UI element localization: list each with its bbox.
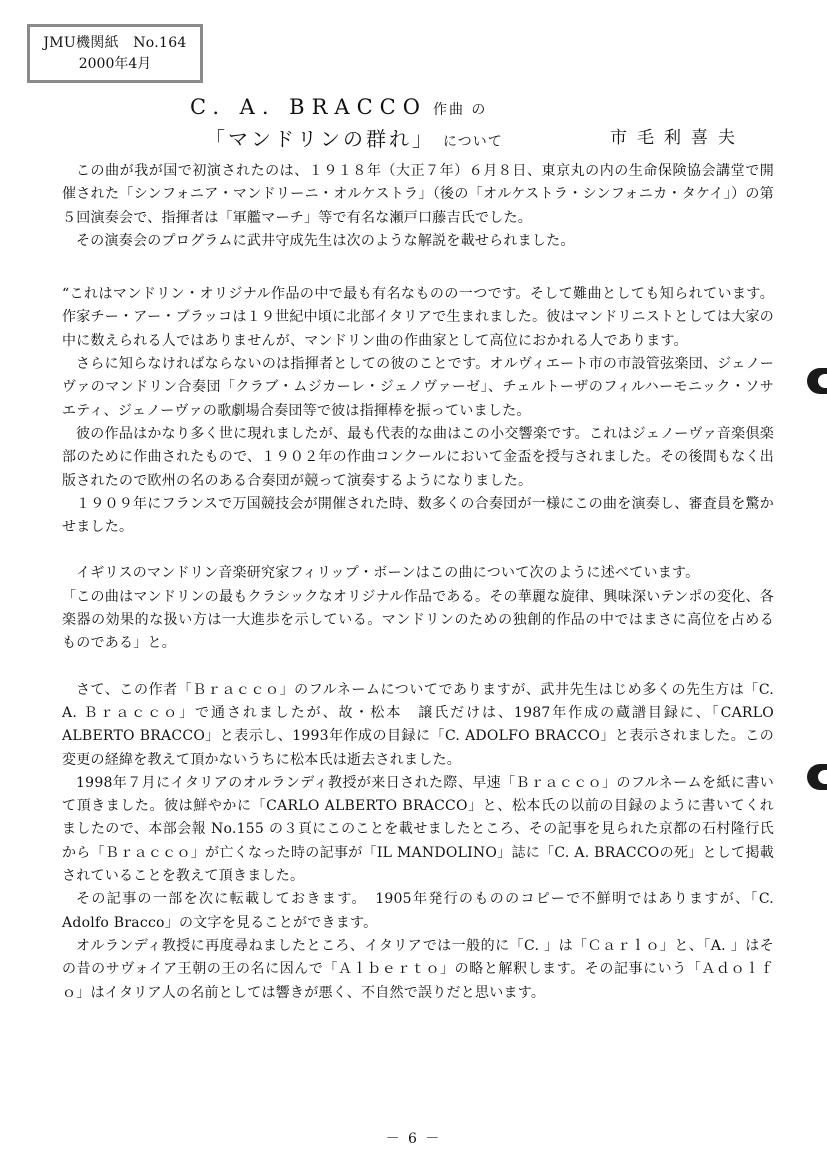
composer-name: C. A. BRACCO — [190, 95, 427, 119]
paragraph: 彼の作品はかなり多く世に現れましたが、最も代表的な曲はこの小交響楽です。これはジェノーヴァ音楽倶楽部のために作曲されたもので、１９０２年の作曲コンクールにおいて金盃を授与されました。その後間もなく出版されたので欧州の名のある合奏団が競って演奏するようになりました。 — [62, 425, 774, 489]
paragraph: その記事の一部を次に転載しておきます。 1905年発行のもののコピーで不鮮明ではありますが、「C. Adolfo Bracco」の文字を見ることができます。 — [62, 891, 774, 931]
publication-date: 2000年4月 — [78, 56, 152, 72]
title-line-1 — [190, 95, 487, 119]
title-suffix-2: について — [443, 134, 503, 150]
paragraph: さらに知らなければならないのは指揮者としての彼のことです。オルヴィエート市の市設管弦楽団、ジェノーヴァのマンドリン合奏団「クラブ・ムジカーレ・ジェノヴァーゼ」、チェルトーザのフィルハーモニック・ソサエティ、ジェノーヴァの歌劇場合奏団等で彼は指揮棒を振っていました。 — [62, 356, 774, 419]
article-body — [62, 160, 774, 1005]
paragraph: イギリスのマンドリン音楽研究家フィリップ・ボーンはこの曲について次のように述べています。 — [76, 565, 700, 582]
paragraph: 1998年７月にイタリアのオルランディ教授が来日された際、早速「Ｂｒａｃｃｏ」のフルネームを紙に書いて頂きました。彼は鮮やかに「CARLO ALBERTO BRACCO」と、松本氏の以前の目録のように書いてくれましたので、本部会報 No.155 の３頁にこのことを載せましたところ、その記事を見られた京都の石村隆行氏から「Ｂｒａｃｃｏ」が亡くなった時の記事が「IL MANDOLINO」誌に「C. A. BRACCOの死」として掲載されていることを教えて頂きました。 — [62, 774, 774, 885]
binding-hole-mark — [807, 764, 827, 790]
work-title: 「マンドリンの群れ」 — [205, 127, 435, 151]
title-suffix-1: 作曲 の — [432, 102, 488, 118]
page-number: － 6 － — [385, 1131, 442, 1147]
masthead-box — [27, 24, 203, 83]
paragraph: その演奏会のプログラムに武井守成先生は次のような解説を載せられました。 — [76, 232, 575, 249]
binding-hole-mark — [807, 368, 827, 394]
paragraph: さて、この作者「Ｂｒａｃｃｏ」のフルネームについてでありますが、武井先生はじめ多くの先生方は「C. A. Ｂｒａｃｃｏ」で通されましたが、故・松本 譲氏だけは、1987年作成の蔵譜目録に、「CARLO ALBERTO BRACCO」と表示し、1993年作成の目録に「C. ADOLFO BRACCO」と表示されました。この変更の経緯を教えて頂かないうちに松本氏は逝去されました。 — [62, 681, 774, 768]
publication-label: JMU機関紙 No.164 — [43, 35, 187, 51]
title-line-2 — [205, 123, 503, 152]
quote-paragraph: “これはマンドリン・オリジナル作品の中で最も有名なものの一つです。そして難曲としても知られています。作家チー・アー・ブラッコは１９世紀中頃に北部イタリアで生まれました。彼はマンドリニストとしては大家の中に数えられる人ではありませんが、マンドリン曲の作曲家として高位におかれる人であります。 — [62, 286, 774, 349]
paragraph: オルランディ教授に再度尋ねましたところ、イタリアでは一般的に「C. 」は「Ｃａｒｌｏ」と、「A. 」はその昔のサヴォイア王朝の王の名に因んで「Ａｌｂｅｒｔｏ」の略と解釈します。その記事にいう「Ａｄｏｌｆｏ」はイタリア人の名前としては響きが悪く、不自然で誤りだと思います。 — [62, 937, 774, 1001]
quote-paragraph: 「この曲はマンドリンの最もクラシックなオリジナル作品である。その華麗な旋律、興味深いテンポの変化、各楽器の効果的な扱い方は一大進歩を示している。マンドリンのための独創的作品の中ではまさに高位を占めるものである」と。 — [62, 588, 774, 652]
paragraph: １９０９年にフランスで万国競技会が開催された時、数多くの合奏団が一様にこの曲を演奏し、審査員を驚かせました。 — [62, 495, 774, 536]
author-name: 市毛利喜夫 — [610, 128, 745, 148]
paragraph: この曲が我が国で初演されたのは、１９１８年（大正７年）６月８日、東京丸の内の生命保険協会講堂で開催された「シンフォニア・マンドリーニ・オルケストラ」（後の「オルケストラ・シンフォニカ・タケイ」）の第５回演奏会で、指揮者は「軍艦マーチ」等で有名な瀬戸口藤吉氏でした。 — [62, 163, 774, 226]
